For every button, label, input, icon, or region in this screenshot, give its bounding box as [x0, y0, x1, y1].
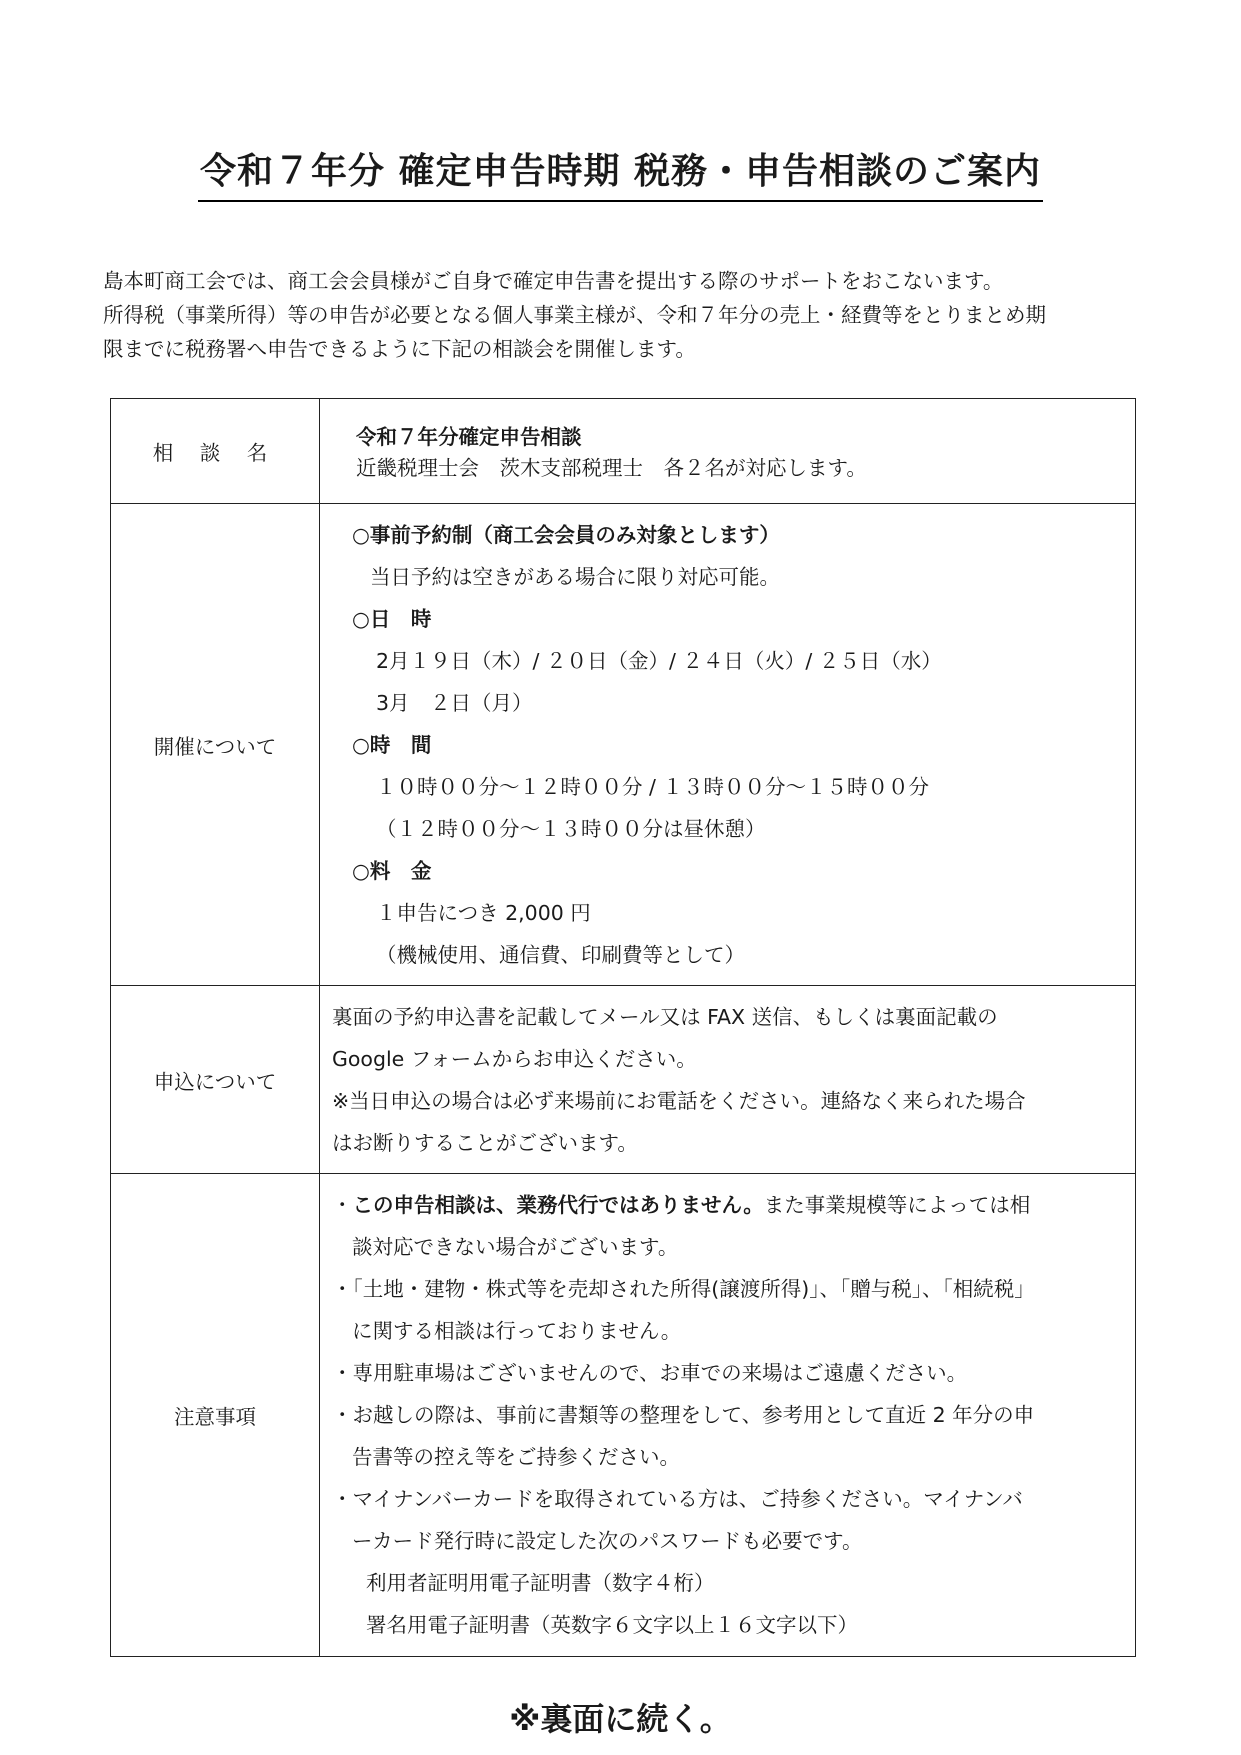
fee-line: １申告につき 2,000 円	[376, 900, 591, 925]
application-line: 裏面の予約申込書を記載してメール又は FAX 送信、もしくは裏面記載の	[332, 1004, 998, 1029]
time-line: （１２時００分～１３時００分は昼休憩）	[376, 816, 766, 841]
row-notes	[111, 1174, 1136, 1657]
intro-line: 島本町商工会では、商工会会員様がご自身で確定申告書を提出する際のサポートをおこないます。	[103, 269, 1004, 293]
reservation-heading: ○事前予約制（商工会会員のみ対象とします）	[352, 522, 780, 547]
time-heading: ○時 間	[352, 732, 432, 757]
fee-heading: ○料 金	[352, 858, 432, 883]
note-continuation: に関する相談は行っておりません。	[352, 1319, 682, 1343]
date-heading: ○日 時	[352, 606, 432, 631]
reservation-note: 当日予約は空きがある場合に限り対応可能。	[370, 564, 780, 589]
consultation-title: 令和７年分確定申告相談	[356, 425, 582, 449]
label-notes	[111, 1174, 320, 1657]
content-schedule	[320, 504, 1136, 986]
continued-notice: ※裏面に続く。	[509, 1700, 732, 1738]
content-consultation-name	[320, 399, 1136, 504]
row-application	[111, 986, 1136, 1174]
label-text: 相 談 名	[152, 441, 278, 465]
intro-paragraph	[103, 264, 1163, 366]
fee-line: （機械使用、通信費、印刷費等として）	[376, 942, 745, 967]
label-text: 注意事項	[174, 1405, 256, 1429]
note-item: ・「土地・建物・株式等を売却された所得(譲渡所得)」、「贈与税」、「相続税」	[332, 1277, 1035, 1301]
note-item: ・マイナンバーカードを取得されている方は、ご持参ください。マイナンバ	[332, 1487, 1023, 1511]
info-table	[110, 398, 1136, 1657]
time-line: １０時００分～１２時００分 / １３時００分～１５時００分	[376, 774, 929, 799]
label-text: 開催について	[153, 734, 277, 759]
application-line: Google フォームからお申込ください。	[332, 1046, 697, 1071]
row-consultation-name	[111, 399, 1136, 504]
label-text: 申込について	[153, 1069, 277, 1094]
intro-line: 所得税（事業所得）等の申告が必要となる個人事業主様が、令和７年分の売上・経費等をとりまとめ期	[103, 303, 1046, 327]
document-title	[0, 146, 1241, 202]
note-continuation: 談対応できない場合がございます。	[352, 1235, 679, 1259]
dates-line: 3月 ２日（月）	[376, 690, 533, 715]
note-item: ・お越しの際は、事前に書類等の整理をして、参考用として直近 2 年分の申	[332, 1403, 1035, 1427]
note-continuation: 告書等の控え等をご持参ください。	[352, 1445, 680, 1469]
content-application	[320, 986, 1136, 1174]
note-item	[332, 1184, 1127, 1226]
application-line: ※当日申込の場合は必ず来場前にお電話をください。連絡なく来られた場合	[332, 1088, 1026, 1113]
content-notes	[320, 1174, 1136, 1657]
dates-line: 2月１９日（木）/ ２０日（金）/ ２４日（火）/ ２５日（水）	[376, 648, 942, 673]
intro-line: 限までに税務署へ申告できるように下記の相談会を開催します。	[103, 337, 696, 361]
application-line: はお断りすることがございます。	[332, 1130, 638, 1155]
note-sub-item: 署名用電子証明書（英数字６文字以上１６文字以下）	[366, 1613, 858, 1637]
note-sub-item: 利用者証明用電子証明書（数字４桁）	[366, 1571, 715, 1595]
label-schedule	[111, 504, 320, 986]
label-consultation-name	[111, 399, 320, 504]
label-application	[111, 986, 320, 1174]
consultation-text: 近畿税理士会 茨木支部税理士 各２名が対応します。	[356, 456, 867, 480]
note-continuation: ーカード発行時に設定した次のパスワードも必要です。	[352, 1529, 863, 1553]
note-bullet: ・	[332, 1193, 353, 1217]
row-schedule	[111, 504, 1136, 986]
note-emphasis: この申告相談は、業務代行ではありません。	[352, 1193, 764, 1217]
note-text: また事業規模等によっては相	[763, 1193, 1031, 1217]
document-title-text: 令和７年分 確定申告時期 税務・申告相談のご案内	[198, 146, 1043, 202]
note-item: ・専用駐車場はございませんので、お車での来場はご遠慮ください。	[332, 1361, 968, 1385]
